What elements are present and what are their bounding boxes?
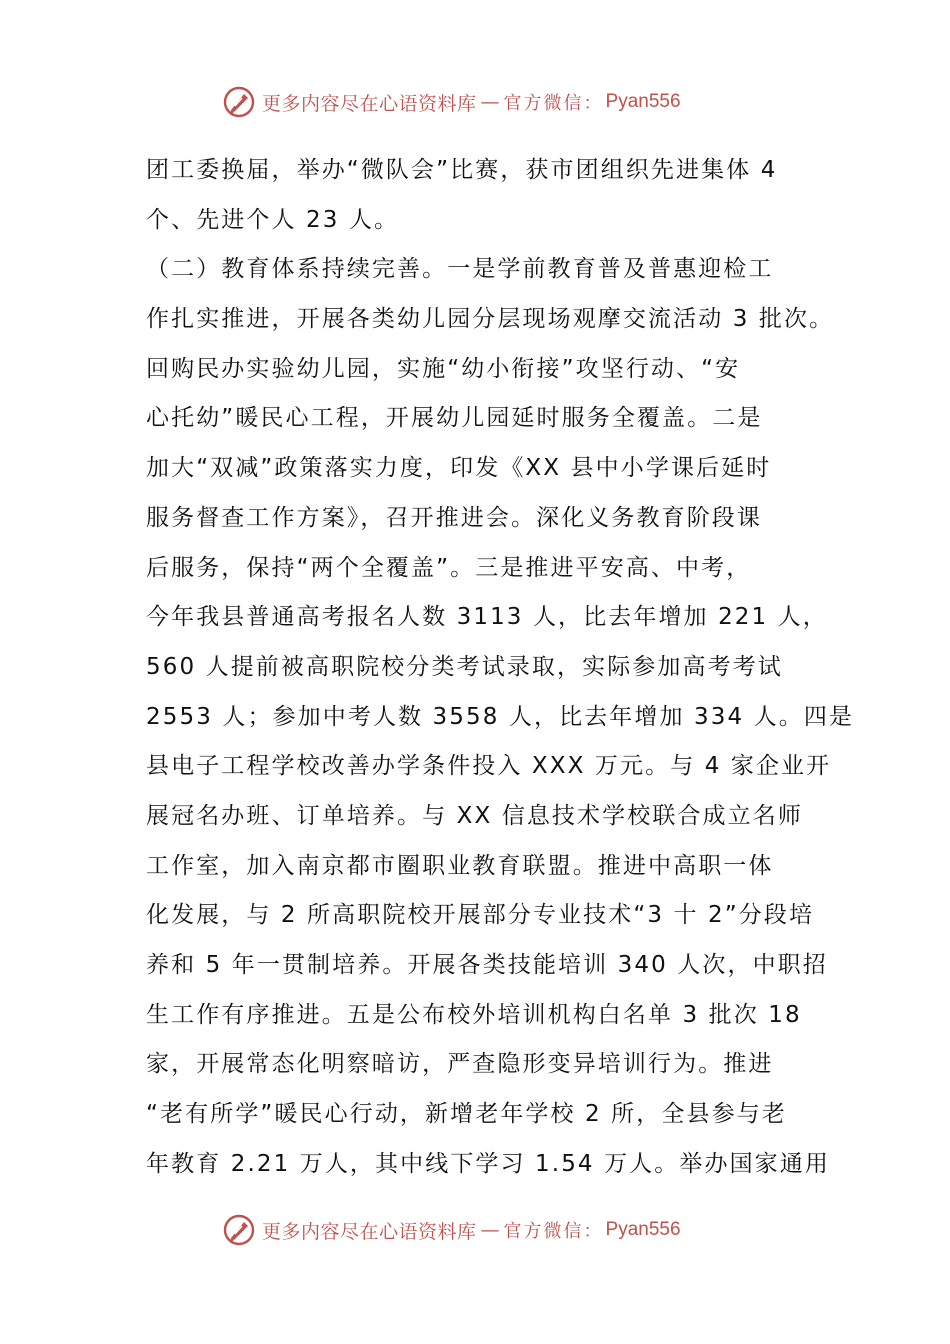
body-line: 今年我县普通高考报名人数 3113 人，比去年增加 221 人，: [146, 604, 828, 631]
body-line: 工作室，加入南京都市圈职业教育联盟。推进中高职一体: [146, 852, 774, 879]
body-line: 生工作有序推进。五是公布校外培训机构白名单 3 批次 18: [146, 1001, 802, 1028]
watermark-wechat-id: Pyan556: [605, 1219, 681, 1240]
body-line: 年教育 2.21 万人，其中线下学习 1.54 万人。举办国家通用: [146, 1150, 830, 1177]
body-line: “老有所学”暖民心行动，新增老年学校 2 所，全县参与老: [146, 1101, 787, 1128]
watermark-label: 官方微信：: [503, 1221, 604, 1242]
watermark-text: 更多内容尽在心语资料库: [262, 1220, 477, 1243]
pen-nib-circle-icon: [222, 85, 256, 119]
footer-watermark: [222, 1212, 681, 1248]
body-line: 化发展，与 2 所高职院校开展部分专业技术“3 十 2”分段培: [146, 902, 815, 929]
body-line: 回购民办实验幼儿园，实施“幼小衔接”攻坚行动、“安: [146, 355, 741, 382]
document-body: [146, 146, 855, 1189]
body-line: 家，开展常态化明察暗访，严查隐形变异培训行为。推进: [146, 1051, 774, 1078]
body-line: 团工委换届，举办“微队会”比赛，获市团组织先进集体 4: [146, 157, 778, 183]
body-line: 个、先进个人 23 人。: [146, 206, 400, 233]
watermark-text: 更多内容尽在心语资料库: [262, 92, 477, 115]
watermark-label: 官方微信：: [503, 93, 604, 114]
body-line: 心托幼”暖民心工程，开展幼儿园延时服务全覆盖。二是: [146, 405, 763, 432]
pen-nib-circle-icon: [222, 1213, 256, 1247]
header-watermark: [222, 84, 681, 120]
watermark-wechat-id: Pyan556: [605, 91, 681, 112]
body-line: （二）教育体系持续完善。一是学前教育普及普惠迎检工: [146, 256, 774, 283]
body-line: 560 人提前被高职院校分类考试录取，实际参加高考考试: [146, 653, 783, 680]
body-line: 后服务，保持“两个全覆盖”。三是推进平安高、中考，: [146, 554, 752, 581]
body-line: 2553 人；参加中考人数 3558 人，比去年增加 334 人。四是: [146, 703, 855, 730]
body-line: 服务督查工作方案》，召开推进会。深化义务教育阶段课: [146, 504, 762, 531]
watermark-separator: —: [480, 91, 500, 113]
body-line: 加大“双减”政策落实力度，印发《XX 县中小学课后延时: [146, 455, 772, 482]
body-line: 作扎实推进，开展各类幼儿园分层现场观摩交流活动 3 批次。: [146, 306, 835, 333]
body-line: 县电子工程学校改善办学条件投入 XXX 万元。与 4 家企业开: [146, 753, 832, 780]
body-line: 展冠名办班、订单培养。与 XX 信息技术学校联合成立名师: [146, 802, 803, 829]
body-line: 养和 5 年一贯制培养。开展各类技能培训 340 人次，中职招: [146, 952, 828, 978]
watermark-separator: —: [480, 1219, 500, 1241]
